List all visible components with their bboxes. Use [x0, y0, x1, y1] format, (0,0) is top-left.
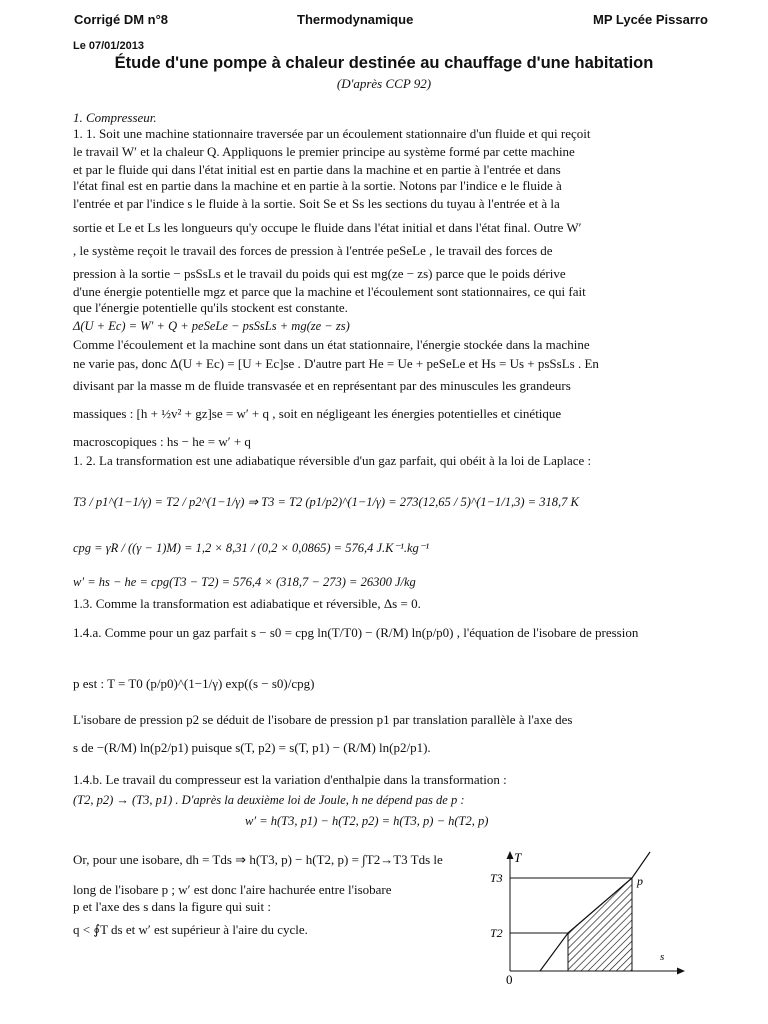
- ts-diagram: [480, 838, 700, 988]
- text-line: 1.4.b. Le travail du compresseur est la variation d'enthalpie dans la transformation :: [73, 772, 507, 787]
- t-axis-label: T: [514, 850, 522, 865]
- header-right: MP Lycée Pissarro: [593, 12, 708, 27]
- document-subtitle: (D'après CCP 92): [336, 76, 432, 91]
- t3-label: T3: [490, 871, 503, 885]
- text-line: et par le fluide qui dans l'état initial est en partie dans la machine et en partie à l'entrée et dans: [73, 162, 561, 177]
- header-center: Thermodynamique: [297, 12, 414, 27]
- header-left: Corrigé DM n°8: [74, 12, 169, 27]
- equation-first-principle: Δ(U + Ec) = W′ + Q + peSeLe − psSsLs + mg(ze − zs): [73, 319, 350, 333]
- equation-laplace: T3 / p1^(1−1/γ) = T2 / p2^(1−1/γ) ⇒ T3 = T2 (p1/p2)^(1−1/γ) = 273(12,65 / 5)^(1−1/1,3) = 318,7 K: [73, 495, 579, 509]
- document-title: Étude d'une pompe à chaleur destinée au chauffage d'une habitation: [114, 54, 654, 72]
- text-line: Or, pour une isobare, dh = Tds ⇒ h(T3, p) − h(T2, p) = ∫T2→T3 Tds le: [73, 852, 443, 867]
- text-line: d'une énergie potentielle mgz et parce que la machine et l'écoulement sont stationnaires, ce qui fait: [73, 284, 586, 299]
- text-line: massiques : [h + ½v² + gz]se = w′ + q , soit en négligeant les énergies potentielles et cinétique: [73, 406, 562, 421]
- s-axis-label: s: [660, 951, 665, 963]
- text-line: 1.4.a. Comme pour un gaz parfait s − s0 = cpg ln(T/T0) − (R/M) ln(p/p0) , l'équation de l'isobare de pression: [73, 625, 639, 640]
- text-line: l'entrée et par l'indice s le fluide à la sortie. Soit Se et Ss les sections du tuyau à l'entrée et à la: [73, 196, 560, 211]
- text-line: macroscopiques : hs − he = w′ + q: [73, 434, 251, 449]
- equation-cpg: cpg = γR / ((γ − 1)M) = 1,2 × 8,31 / (0,2 × 0,0865) = 576,4 J.K⁻¹.kg⁻¹: [73, 541, 430, 555]
- text-line: ne varie pas, donc Δ(U + Ec) = [U + Ec]se . D'autre part He = Ue + peSeLe et Hs = Us + psSsLs . En: [73, 356, 599, 371]
- equation-enthalpy: w′ = h(T3, p1) − h(T2, p2) = h(T3, p) − h(T2, p): [245, 814, 489, 828]
- text-line: divisant par la masse m de fluide transvasée et en représentant par des minuscules les grandeurs: [73, 378, 571, 393]
- text-line: p est : T = T0 (p/p0)^(1−1/γ) exp((s − s0)/cpg): [73, 676, 315, 691]
- section-heading-compresseur: 1. Compresseur.: [73, 110, 157, 125]
- text-line: s de −(R/M) ln(p2/p1) puisque s(T, p2) = s(T, p1) − (R/M) ln(p2/p1).: [73, 740, 431, 755]
- text-line: long de l'isobare p ; w′ est donc l'aire hachurée entre l'isobare: [73, 882, 392, 897]
- text-line: , le système reçoit le travail des forces de pression à l'entrée peSeLe , le travail des forces de: [73, 243, 553, 258]
- text-line: 1.3. Comme la transformation est adiabatique et réversible, Δs = 0.: [73, 596, 421, 611]
- text-line: que l'énergie potentielle qu'ils stockent est constante.: [73, 300, 348, 315]
- text-line: Comme l'écoulement et la machine sont dans un état stationnaire, l'énergie stockée dans la machine: [73, 337, 590, 352]
- t-axis-arrow: [507, 851, 514, 859]
- origin-label: 0: [506, 972, 513, 987]
- text-line: 1. 1. Soit une machine stationnaire traversée par un écoulement stationnaire d'un fluide et qui reçoit: [73, 126, 591, 141]
- text-line: q < ∮T ds et w′ est supérieur à l'aire du cycle.: [73, 922, 308, 937]
- t2-label: T2: [490, 926, 503, 940]
- text-line: 1. 2. La transformation est une adiabatique réversible d'un gaz parfait, qui obéit à la loi de Laplace :: [73, 453, 592, 468]
- text-line: sortie et Le et Ls les longueurs qu'y occupe le fluide dans l'état initial et dans l'état final. Outre W′: [73, 220, 582, 235]
- equation-isobar-transform: (T2, p2) → (T3, p1) . D'après la deuxième loi de Joule, h ne dépend pas de p :: [73, 793, 465, 807]
- text-line: l'état final est en partie dans la machine et en partie à la sortie. Notons par l'indice e le fluide à: [73, 178, 562, 193]
- text-line: p et l'axe des s dans la figure qui suit :: [73, 899, 272, 914]
- text-line: L'isobare de pression p2 se déduit de l'isobare de pression p1 par translation parallèle à l'axe des: [73, 712, 573, 727]
- curve-label: p: [637, 874, 643, 888]
- equation-work: w′ = hs − he = cpg(T3 − T2) = 576,4 × (318,7 − 273) = 26300 J/kg: [73, 575, 416, 589]
- text-line: pression à la sortie − psSsLs et le travail du poids qui est mg(ze − zs) parce que le poids dérive: [73, 266, 566, 281]
- text-line: le travail W′ et la chaleur Q. Appliquons le premier principe au système formé par cette machine: [73, 144, 575, 159]
- s-axis-arrow: [677, 968, 685, 975]
- document-date: Le 07/01/2013: [73, 40, 144, 52]
